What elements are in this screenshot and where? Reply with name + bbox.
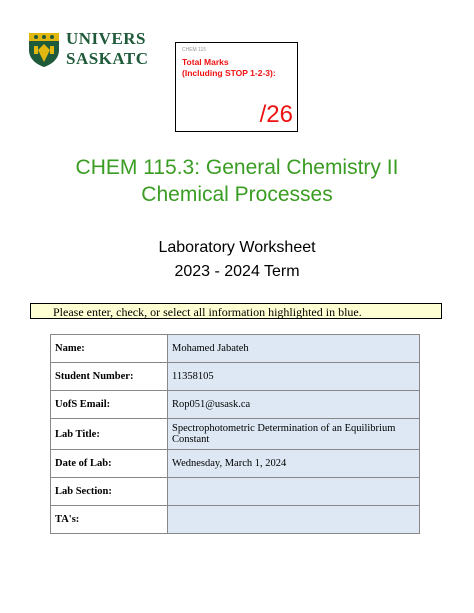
- lab-title-field[interactable]: Spectrophotometric Determination of an Equilibrium Constant: [168, 419, 420, 450]
- table-row: [51, 506, 420, 534]
- worksheet-subtitle: [0, 236, 474, 284]
- term-label: 2023 - 2024 Term: [174, 263, 300, 280]
- page-title-line-1: CHEM 115.3: General Chemistry II: [75, 156, 399, 179]
- ta-label: TA's:: [51, 506, 168, 534]
- name-label: Name:: [51, 335, 168, 363]
- email-label: UofS Email:: [51, 391, 168, 419]
- total-marks-box: [175, 42, 298, 132]
- logo-line-1: UNIVERS: [66, 29, 147, 48]
- logo-wordmark: [66, 30, 149, 67]
- logo-line-2: SASKATC: [66, 49, 149, 68]
- student-number-label: Student Number:: [51, 363, 168, 391]
- student-number-field[interactable]: 11358105: [168, 363, 420, 391]
- email-field[interactable]: Rop051@usask.ca: [168, 391, 420, 419]
- marks-course-code: CHEM 115: [182, 47, 207, 53]
- table-row: [51, 419, 420, 450]
- date-of-lab-label: Date of Lab:: [51, 450, 168, 478]
- instruction-text: Please enter, check, or select all information highlighted in blue.: [53, 305, 362, 319]
- student-info-table: [50, 334, 420, 534]
- name-field[interactable]: Mohamed Jabateh: [168, 335, 420, 363]
- table-row: [51, 363, 420, 391]
- table-row: [51, 478, 420, 506]
- page-title: [0, 154, 474, 208]
- university-crest-icon: [28, 32, 60, 68]
- ta-field[interactable]: [168, 506, 420, 534]
- lab-section-field[interactable]: [168, 478, 420, 506]
- page-title-line-2: Chemical Processes: [141, 183, 333, 206]
- total-marks-label: Total Marks (Including STOP 1-2-3):: [182, 57, 276, 78]
- instruction-banner: [30, 303, 442, 319]
- lab-title-label: Lab Title:: [51, 419, 168, 450]
- table-row: [51, 335, 420, 363]
- worksheet-label: Laboratory Worksheet: [158, 239, 316, 256]
- university-logo: [28, 29, 149, 70]
- lab-section-label: Lab Section:: [51, 478, 168, 506]
- date-of-lab-field[interactable]: Wednesday, March 1, 2024: [168, 450, 420, 478]
- table-row: [51, 450, 420, 478]
- table-row: [51, 391, 420, 419]
- total-marks-score: /26: [259, 101, 293, 128]
